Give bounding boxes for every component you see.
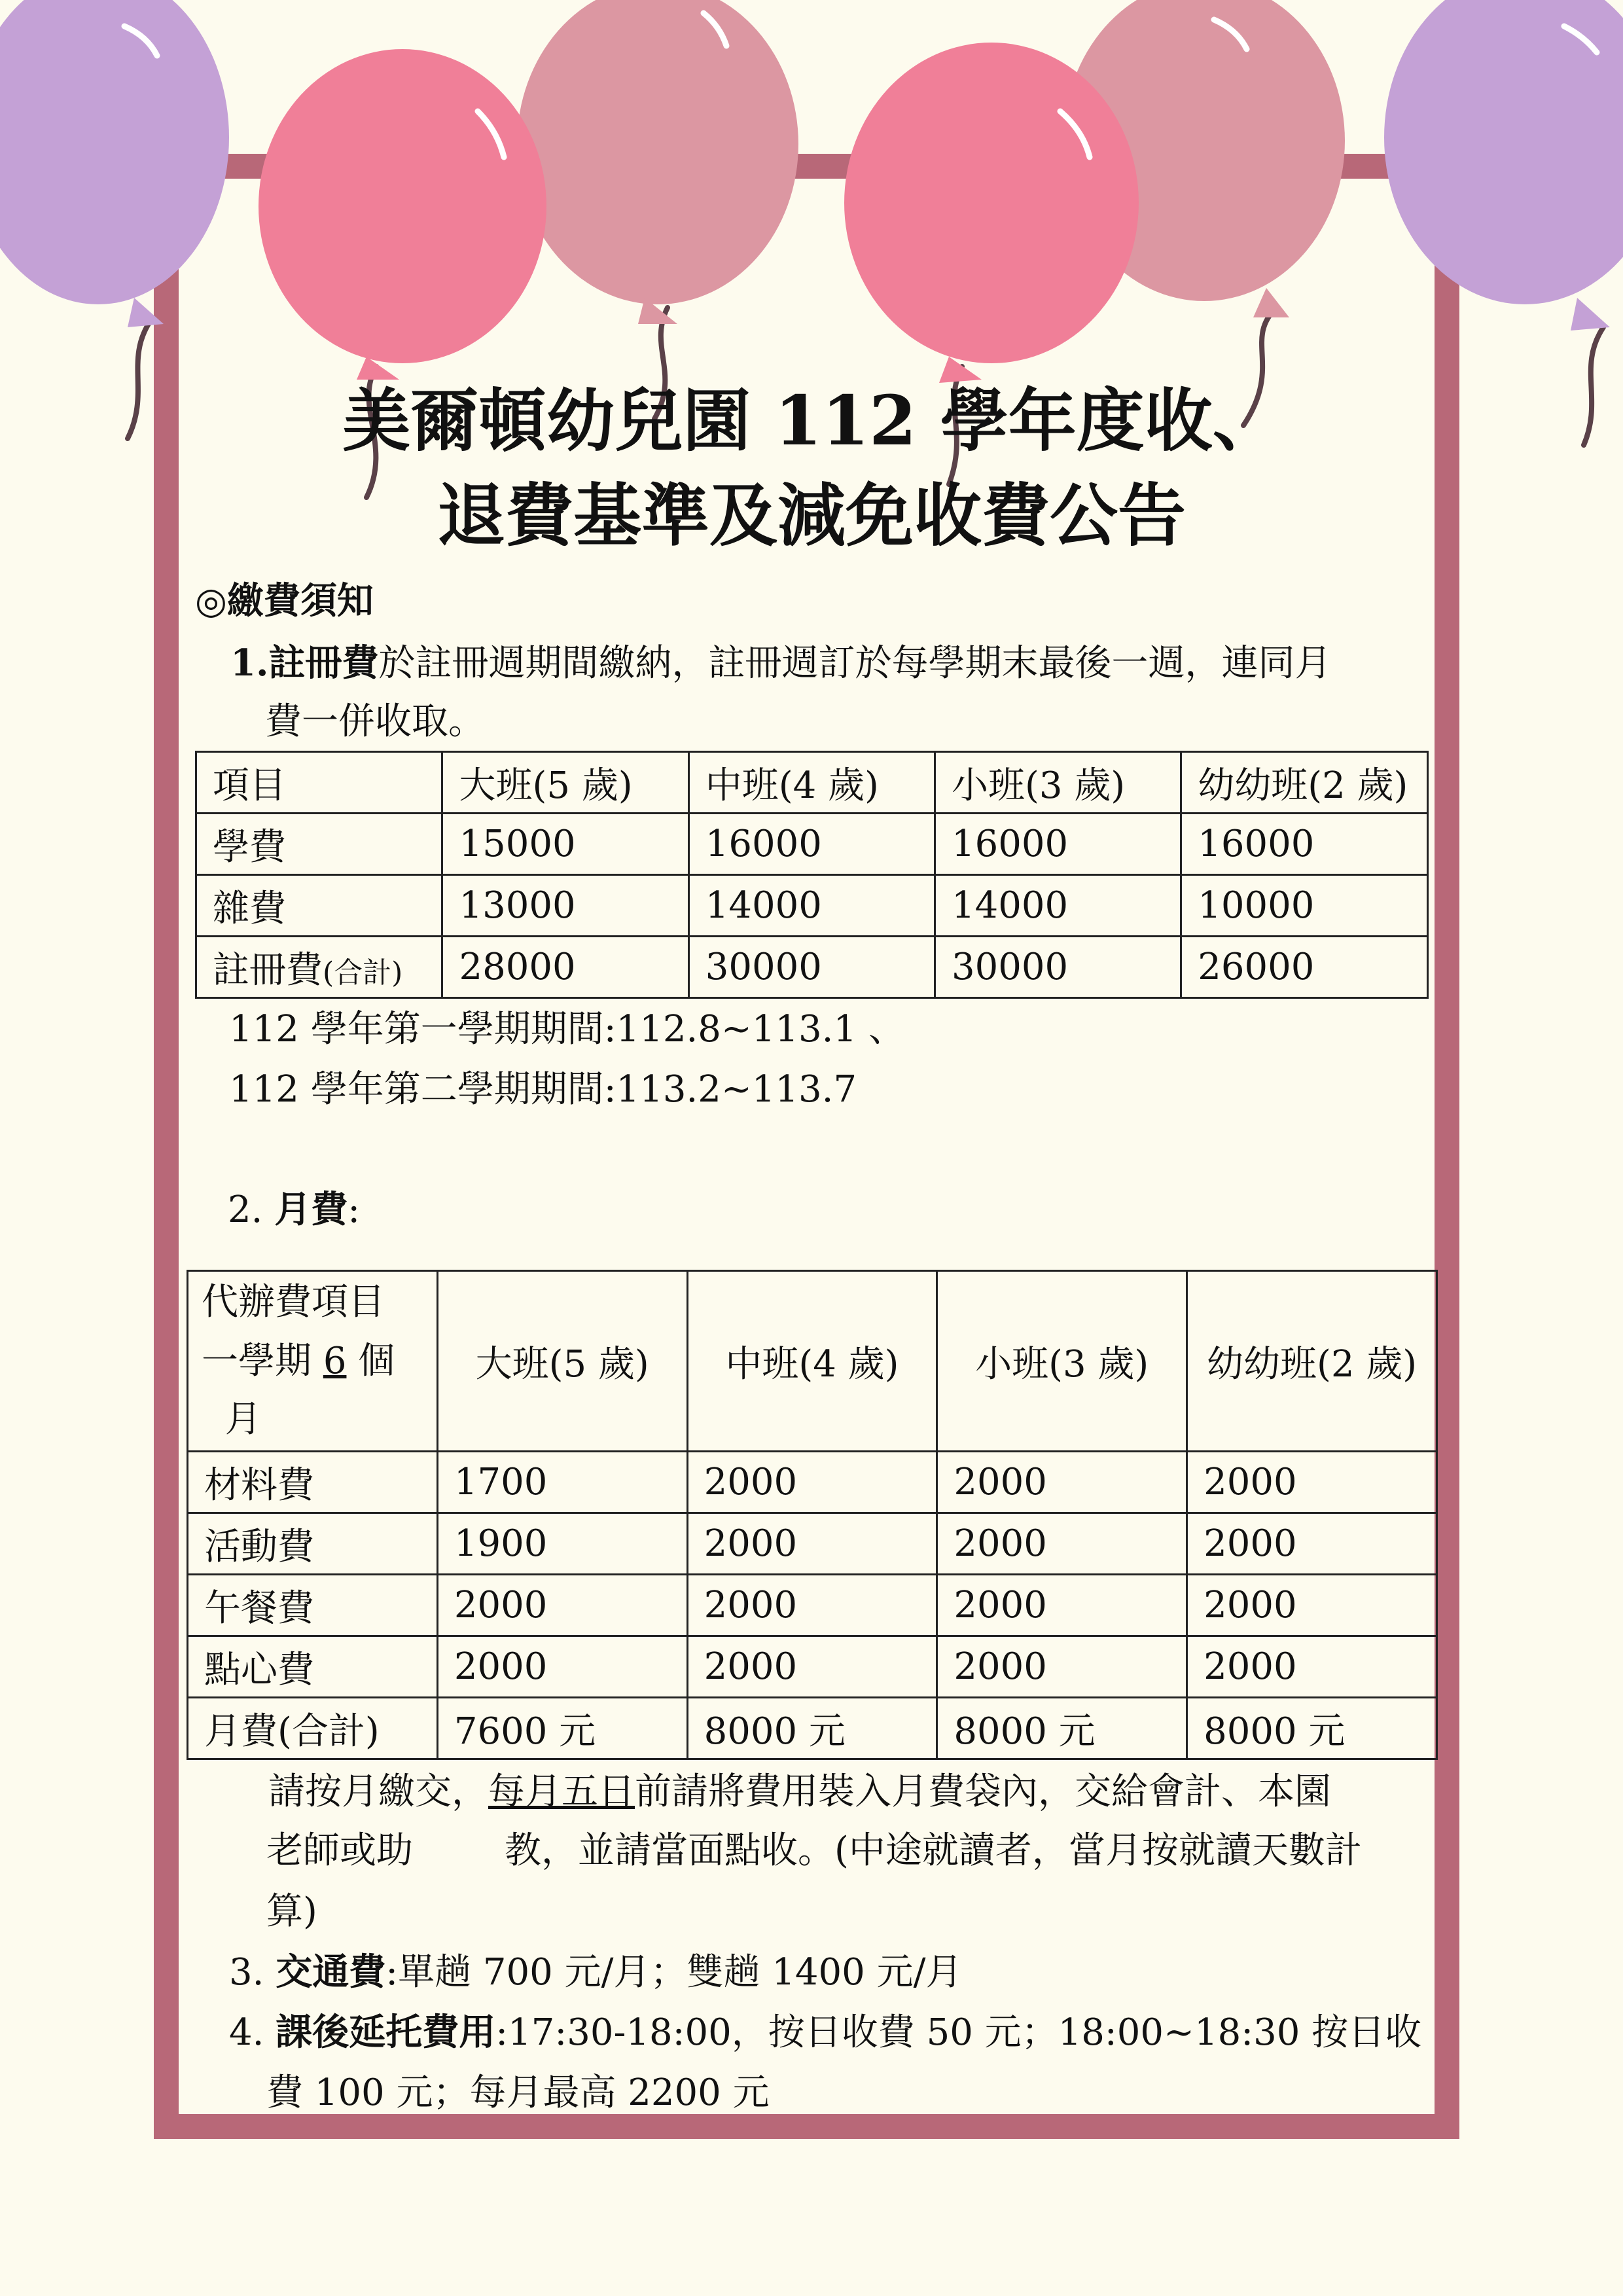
table-row	[188, 1698, 1437, 1759]
table-cell: 2000	[1187, 1513, 1437, 1575]
table-header-cell: 幼幼班(2 歲)	[1187, 1271, 1437, 1452]
item-1-number: 1.	[230, 641, 269, 685]
table-row	[196, 875, 1428, 937]
item-1-line-1	[230, 641, 1332, 685]
table-cell: 16000	[688, 814, 935, 875]
table-cell: 13000	[442, 875, 688, 937]
table-cell: 1900	[437, 1513, 687, 1575]
item-4-after-care-fee-line-2: 費 100 元；每月最高 2200 元	[266, 2072, 770, 2114]
monthly-fee-table	[187, 1270, 1438, 1760]
table-row	[196, 937, 1428, 998]
table-cell-total-label: 註冊費(合計)	[196, 937, 442, 998]
table-cell: 月費(合計)	[188, 1698, 438, 1759]
table-cell: 2000	[937, 1636, 1187, 1698]
item-2-colon: :	[348, 1189, 361, 1231]
table-cell: 材料費	[188, 1452, 438, 1513]
table-cell: 學費	[196, 814, 442, 875]
section-heading: ◎繳費須知	[195, 579, 374, 622]
item-1-line-2: 費一併收取。	[265, 700, 485, 743]
item-1-keyword: 註冊費	[268, 641, 379, 685]
payment-note-line-3: 算)	[266, 1890, 317, 1933]
table-cell: 2000	[937, 1513, 1187, 1575]
table-row	[188, 1452, 1437, 1513]
item-3-transport-fee: 3. 交通費:單趟 700 元/月；雙趟 1400 元/月	[229, 1950, 963, 1994]
table-cell: 7600 元	[437, 1698, 687, 1759]
table-cell: 8000 元	[1187, 1698, 1437, 1759]
page-title-line-1: 美爾頓幼兒園 112 學年度收、	[342, 380, 1281, 461]
item-2-heading	[228, 1188, 361, 1231]
table-cell: 午餐費	[188, 1575, 438, 1636]
table-header-cell: 中班(4 歲)	[687, 1271, 937, 1452]
table-header-row	[188, 1271, 1437, 1452]
table-row	[196, 814, 1428, 875]
table-cell: 16000	[1181, 814, 1428, 875]
table-cell: 8000 元	[937, 1698, 1187, 1759]
semester-1-period: 112 學年第一學期期間:112.8~113.1 、	[229, 1008, 905, 1050]
table-row	[188, 1513, 1437, 1575]
table-cell: 2000	[687, 1513, 937, 1575]
table-cell: 2000	[1187, 1452, 1437, 1513]
table-header-cell: 項目	[196, 752, 442, 814]
table-cell: 2000	[687, 1452, 937, 1513]
table-cell: 30000	[935, 937, 1181, 998]
item-1-text-a: 於註冊週期間繳納，註冊週訂於每學期末最後一週，連同月	[378, 642, 1332, 685]
table-cell: 2000	[937, 1575, 1187, 1636]
table-header-cell: 中班(4 歲)	[688, 752, 935, 814]
table-cell: 14000	[935, 875, 1181, 937]
table-header-cell: 小班(3 歲)	[937, 1271, 1187, 1452]
table-cell: 8000 元	[687, 1698, 937, 1759]
table-header-cell: 小班(3 歲)	[935, 752, 1181, 814]
table-cell: 2000	[1187, 1575, 1437, 1636]
table-cell: 2000	[437, 1636, 687, 1698]
table-header-cell: 大班(5 歲)	[442, 752, 688, 814]
item-2-number: 2.	[228, 1189, 263, 1231]
table-header-cell: 幼幼班(2 歲)	[1181, 752, 1428, 814]
item-2-keyword: 月費	[274, 1188, 348, 1231]
page-title-line-2: 退費基準及減免收費公告	[437, 475, 1186, 556]
payment-note-line-1: 請按月繳交，每月五日前請將費用裝入月費袋內，交給會計、本園	[268, 1770, 1331, 1813]
table-cell: 15000	[442, 814, 688, 875]
table-row	[188, 1636, 1437, 1698]
semester-2-period: 112 學年第二學期期間:113.2~113.7	[229, 1068, 857, 1111]
table-header-cell: 大班(5 歲)	[437, 1271, 687, 1452]
table-cell: 活動費	[188, 1513, 438, 1575]
table-cell: 點心費	[188, 1636, 438, 1698]
table-cell: 16000	[935, 814, 1181, 875]
table-corner-cell: 代辦費項目 一學期 6 個 月	[188, 1271, 438, 1452]
table-cell: 10000	[1181, 875, 1428, 937]
table-cell: 1700	[437, 1452, 687, 1513]
item-4-after-care-fee-line-1: 4. 課後延托費用:17:30-18:00，按日收費 50 元；18:00~18:30 按日收	[229, 2011, 1422, 2054]
table-cell: 2000	[437, 1575, 687, 1636]
table-cell: 2000	[1187, 1636, 1437, 1698]
table-cell: 28000	[442, 937, 688, 998]
table-cell: 26000	[1181, 937, 1428, 998]
table-header-row	[196, 752, 1428, 814]
table-cell: 14000	[688, 875, 935, 937]
table-cell: 2000	[937, 1452, 1187, 1513]
table-cell: 2000	[687, 1575, 937, 1636]
table-cell: 雜費	[196, 875, 442, 937]
payment-note-line-2: 老師或助 教，並請當面點收。(中途就讀者，當月按就讀天數計	[266, 1829, 1362, 1872]
registration-fee-table	[195, 751, 1429, 999]
table-cell: 30000	[688, 937, 935, 998]
table-row	[188, 1575, 1437, 1636]
table-cell: 2000	[687, 1636, 937, 1698]
